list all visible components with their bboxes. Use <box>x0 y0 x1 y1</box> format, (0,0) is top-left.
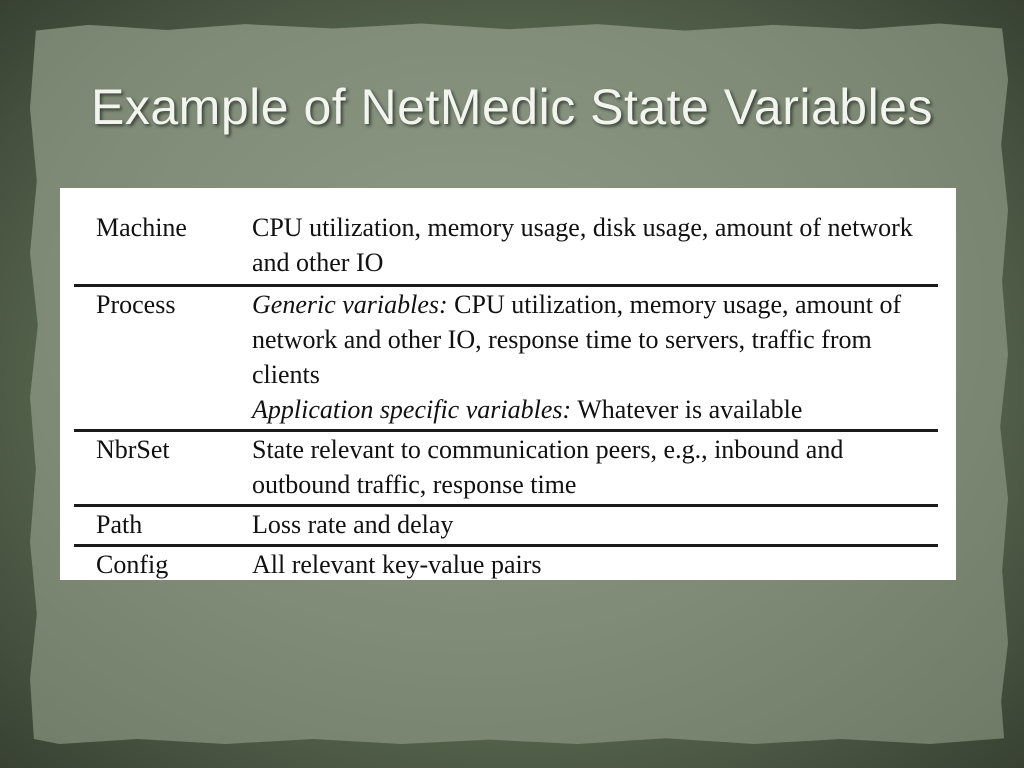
row-name-path: Path <box>74 506 252 546</box>
table-row <box>74 286 938 431</box>
table-row <box>74 206 938 286</box>
table-row <box>74 546 938 583</box>
row-name-nbrset: NbrSet <box>74 431 252 506</box>
state-variables-table <box>74 206 938 582</box>
row-desc-config: All relevant key-value pairs <box>252 546 938 583</box>
row-desc-process <box>252 286 938 431</box>
table-row <box>74 431 938 506</box>
row-name-process: Process <box>74 286 252 431</box>
slide-title: Example of NetMedic State Variables <box>91 79 933 135</box>
row-name-config: Config <box>74 546 252 583</box>
row-name-machine: Machine <box>96 213 187 242</box>
row-desc-nbrset: State relevant to communication peers, e.g., inbound and outbound traffic, response time <box>252 431 938 506</box>
row-desc-path: Loss rate and delay <box>252 506 938 546</box>
generic-variables-desc: CPU utilization, memory usage, amount of network and other IO, response time to servers, traffic from clients <box>252 290 902 389</box>
generic-variables-label: Generic variables: <box>252 290 448 319</box>
application-variables-label: Application specific variables: <box>252 395 572 424</box>
state-variables-table-panel <box>60 188 956 580</box>
row-desc-machine: CPU utilization, memory usage, disk usage, amount of network and other IO <box>252 213 913 277</box>
table-row <box>74 506 938 546</box>
application-variables-desc: Whatever is available <box>577 395 803 424</box>
